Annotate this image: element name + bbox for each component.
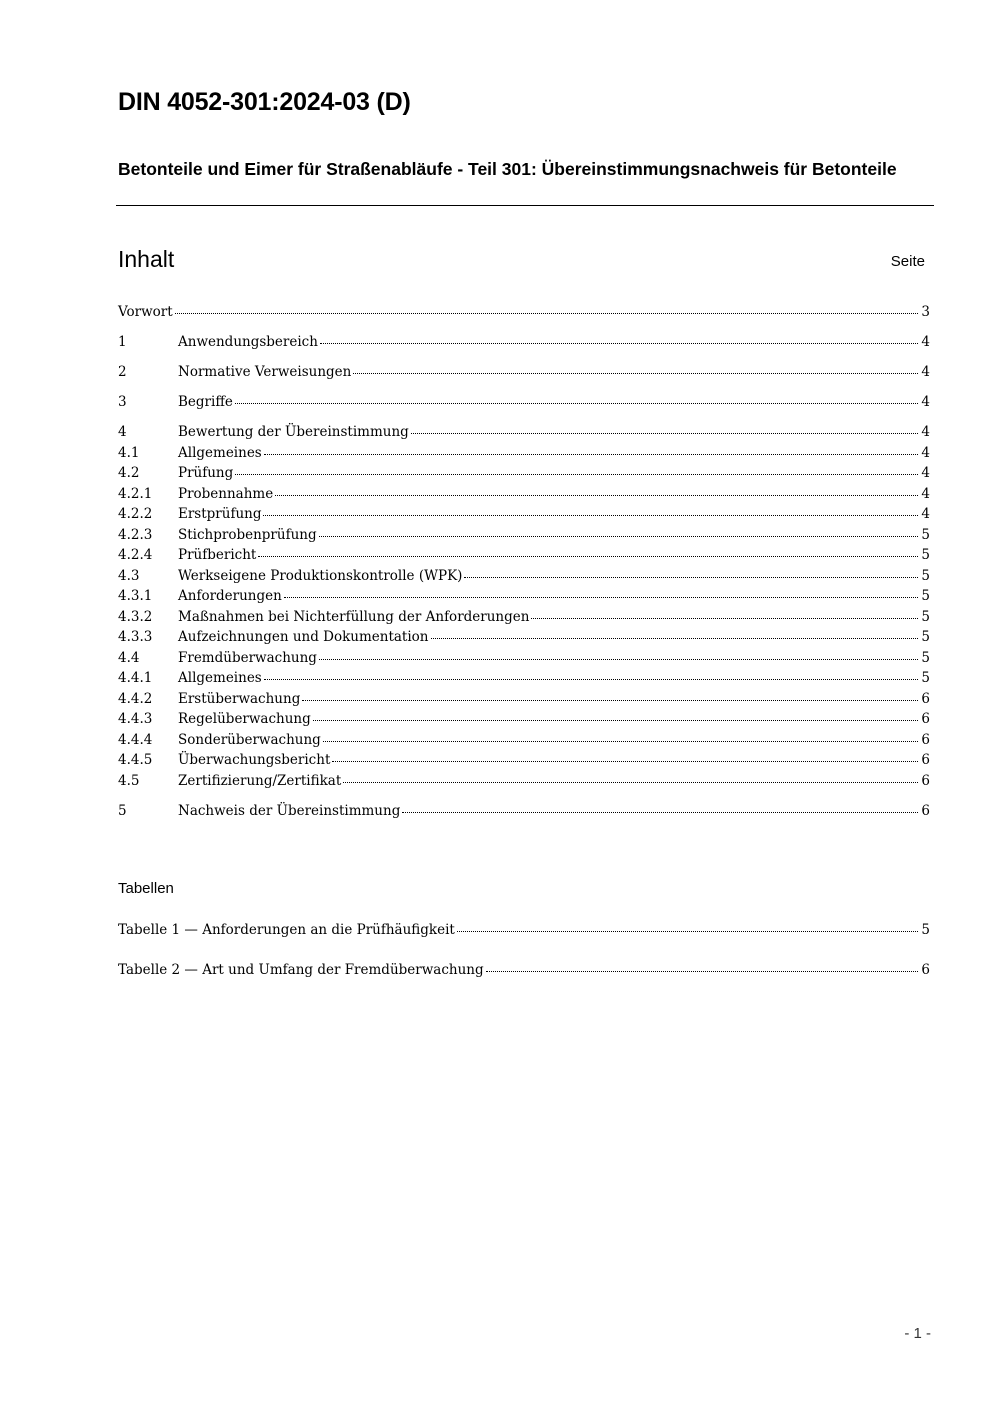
toc-entry-title: Aufzeichnungen und Dokumentation [178,629,429,645]
dot-leader [486,967,918,972]
toc-entry-page: 6 [921,711,930,727]
toc-entry-page: 5 [921,588,930,604]
table-list-entry-page: 5 [921,922,930,938]
toc-entry-number: 4.3.1 [118,588,153,604]
toc-entry-number: 4.2.2 [118,506,153,522]
toc-entry[interactable] [118,302,930,323]
toc-entry-title: Vorwort [118,304,173,320]
dot-leader [411,429,918,434]
toc-entry-page: 4 [921,506,930,522]
tables-heading: Tabellen [118,880,174,897]
toc-entry-page: 4 [921,465,930,481]
toc-entry[interactable] [118,709,930,730]
toc-entry-number: 4.1 [118,444,140,461]
toc-entry-number: 3 [118,394,127,410]
toc-entry-page: 6 [921,731,930,748]
toc-entry-title: Bewertung der Übereinstimmung [178,424,409,440]
toc-entry-page: 5 [921,547,930,563]
toc-entry-page: 4 [921,394,930,410]
table-list-entry-title: Tabelle 2 — Art und Umfang der Fremdüberwachung [118,962,484,978]
toc-entry[interactable] [118,607,930,628]
toc-entry[interactable] [118,463,930,484]
dot-leader [464,573,918,578]
toc-entry-page: 6 [921,690,930,707]
toc-entry-title: Prüfung [178,465,234,481]
dot-leader [264,675,918,680]
toc-entry[interactable] [118,443,930,464]
toc-entry-page: 5 [921,649,930,666]
table-list-entry-title: Tabelle 1 — Anforderungen an die Prüfhäufigkeit [118,922,455,938]
dot-leader [457,927,918,932]
toc-entry-page: 5 [921,608,930,625]
table-list-entry[interactable] [118,960,930,981]
toc-entry[interactable] [118,545,930,566]
toc-entry-page: 6 [921,802,930,819]
toc-entry-page: 5 [921,567,930,584]
toc-entry-number: 4.2.4 [118,547,153,563]
toc-entry[interactable] [118,648,930,669]
dot-leader [258,552,918,557]
dot-leader [332,757,918,762]
dot-leader [320,339,918,344]
toc-entry-title: Zertifizierung/Zertifikat [178,772,342,789]
toc-entry-title: Allgemeines [178,670,262,686]
toc-entry[interactable] [118,484,930,505]
toc-entry-page: 5 [921,526,930,543]
document-id: DIN 4052-301:2024-03 (D) [118,88,411,116]
toc-entry-title: Prüfbericht [178,547,257,563]
page-number: - 1 - [904,1325,931,1342]
toc-entry[interactable] [118,504,930,525]
dot-leader [431,634,919,639]
toc-entry-title: Regelüberwachung [178,711,311,727]
toc-entry[interactable] [118,668,930,689]
toc-entry-number: 2 [118,364,127,380]
toc-entry[interactable] [118,586,930,607]
toc-entry-number: 4.3.3 [118,629,153,645]
toc-entry[interactable] [118,362,930,383]
toc-entry[interactable] [118,332,930,353]
dot-leader [264,450,918,455]
dot-leader [313,716,918,721]
toc-entry-title: Probennahme [178,485,274,502]
document-title: Betonteile und Eimer für Straßenabläufe - Teil 301: Übereinstimmungsnachweis für Betonteile [118,159,897,179]
toc-entry-number: 4.4.5 [118,752,153,768]
toc-entry-title: Begriffe [178,394,233,410]
toc-entry-number: 1 [118,334,127,350]
toc-entry-title: Überwachungsbericht [178,752,331,768]
toc-entry[interactable] [118,801,930,822]
toc-entry-page: 6 [921,772,930,789]
toc-entry-title: Maßnahmen bei Nichterfüllung der Anforderungen [178,608,530,625]
toc-entry-page: 4 [921,334,930,350]
toc-entry[interactable] [118,730,930,751]
toc-entry-title: Normative Verweisungen [178,364,352,380]
dot-leader [263,511,918,516]
toc-entry-title: Sonderüberwachung [178,731,321,748]
table-list-entry-page: 6 [921,962,930,978]
toc-entry[interactable] [118,566,930,587]
page-column-label: Seite [890,253,925,270]
toc-heading: Inhalt [118,246,175,272]
toc-entry-number: 4.2 [118,465,140,481]
toc-entry-page: 4 [921,485,930,502]
toc-entry[interactable] [118,771,930,792]
toc-entry-title: Allgemeines [178,444,262,461]
toc-entry-title: Fremdüberwachung [178,649,317,666]
toc-entry[interactable] [118,525,930,546]
toc-entry-number: 4.4.1 [118,670,153,686]
toc-entry-number: 4.2.1 [118,485,153,502]
title-divider [116,205,934,206]
dot-leader [531,614,918,619]
dot-leader [235,470,918,475]
dot-leader [402,808,918,813]
toc-entry[interactable] [118,392,930,413]
toc-entry-title: Stichprobenprüfung [178,526,317,543]
dot-leader [302,696,918,701]
toc-entry[interactable] [118,422,930,443]
toc-entry-page: 5 [921,670,930,686]
toc-entry-number: 4.4.2 [118,690,153,707]
toc-entry[interactable] [118,689,930,710]
toc-entry-page: 4 [921,444,930,461]
toc-entry-page: 4 [921,424,930,440]
toc-entry-number: 4.4.4 [118,731,153,748]
dot-leader [319,532,918,537]
toc-entry-page: 6 [921,752,930,768]
toc-entry-number: 4.4.3 [118,711,153,727]
toc-entry-title: Werkseigene Produktionskontrolle (WPK) [178,567,463,584]
dot-leader [175,309,918,314]
toc-entry-number: 4.2.3 [118,526,153,543]
toc-entry-number: 4.3 [118,567,140,584]
dot-leader [235,399,918,404]
toc-entry-number: 4 [118,424,127,440]
toc-entry-title: Anforderungen [178,588,282,604]
toc-entry-page: 5 [921,629,930,645]
toc-entry[interactable] [118,627,930,648]
list-of-tables [118,920,930,981]
dot-leader [319,655,918,660]
toc-entry-number: 4.3.2 [118,608,153,625]
table-list-entry[interactable] [118,920,930,941]
table-of-contents [118,302,930,821]
dot-leader [323,737,918,742]
dot-leader [275,491,918,496]
toc-entry-title: Erstprüfung [178,506,262,522]
toc-entry-title: Erstüberwachung [178,690,301,707]
toc-entry-title: Anwendungsbereich [178,334,318,350]
toc-entry[interactable] [118,750,930,771]
dot-leader [343,778,918,783]
toc-entry-page: 4 [921,364,930,380]
toc-entry-number: 5 [118,802,127,819]
toc-entry-number: 4.4 [118,649,140,666]
dot-leader [284,593,918,598]
dot-leader [353,369,918,374]
toc-entry-page: 3 [921,304,930,320]
toc-entry-title: Nachweis der Übereinstimmung [178,802,401,819]
toc-entry-number: 4.5 [118,772,140,789]
